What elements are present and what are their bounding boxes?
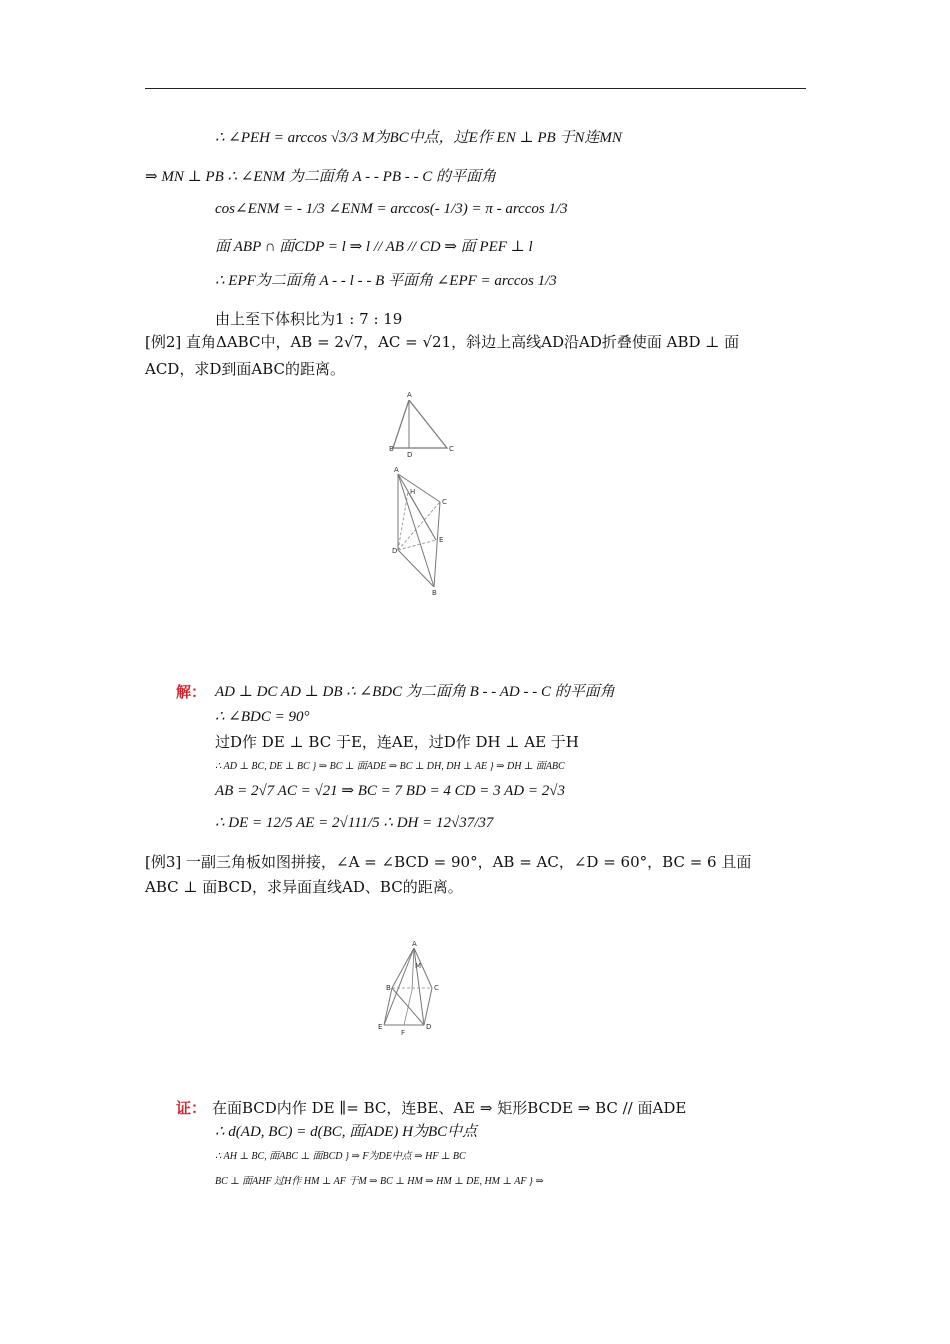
solution2-line4: ∴ AD ⊥ BC, DE ⊥ BC } ⇒ BC ⊥ 面ADE ⇒ BC ⊥ DH, DH ⊥ AE } ⇒ DH ⊥ 面ABC (215, 761, 565, 772)
fig3-label-e: E (378, 1023, 383, 1031)
fig2-label-h: H (410, 488, 416, 496)
proof3-line1: 在面BCD内作 DE ∥= BC，连BE、AE ⇒ 矩形BCDE ⇒ BC // 面ADE (212, 1099, 687, 1117)
solution2-line5: AB = 2√7 AC = √21 ⇒ BC = 7 BD = 4 CD = 3 AD = 2√3 (215, 783, 565, 799)
fig3-label-a: A (412, 940, 417, 948)
solution2-line1: AD ⊥ DC AD ⊥ DB ∴ ∠BDC 为二面角 B - - AD - - C 的平面角 (215, 684, 615, 700)
line-angle-epf: ∴ EPF为二面角 A - - l - - B 平面角 ∠EPF = arccos 1/3 (215, 273, 557, 289)
line-volume-ratio: 由上至下体积比为1 : 7 : 19 (215, 310, 403, 328)
header-rule (145, 88, 806, 89)
solution2-label: 解： (176, 683, 207, 701)
solution2-line3: 过D作 DE ⊥ BC 于E，连AE，过D作 DH ⊥ AE 于H (215, 733, 579, 751)
fig2-label-d: D (392, 547, 398, 555)
fig1-label-a: A (407, 391, 412, 399)
folded-tetrahedron-figure (388, 462, 458, 601)
solution2-line2: ∴ ∠BDC = 90° (215, 709, 310, 725)
fig3-label-f: F (401, 1029, 406, 1037)
fig3-label-c: C (434, 984, 439, 992)
solution2-line6: ∴ DE = 12/5 AE = 2√111/5 ∴ DH = 12√37/37 (215, 815, 494, 831)
example2-question: ACD，求D到面ABC的距离。 (145, 360, 345, 378)
triangle-figure (385, 388, 465, 462)
proof3-line3: ∴ AH ⊥ BC, 面ABC ⊥ 面BCD } ⇒ F为DE中点 ⇒ HF ⊥ BC (215, 1151, 466, 1162)
fig1-label-d: D (407, 451, 413, 458)
fig2-label-a: A (394, 466, 399, 474)
fig2-label-e: E (439, 536, 444, 544)
line-angle-peh: ∴ ∠PEH = arccos √3/3 M为BC中点，过E作 EN ⊥ PB 于N连MN (215, 130, 622, 146)
proof3-line4: BC ⊥ 面AHF 过H作 HM ⊥ AF 于M ⇒ BC ⊥ HM ⇒ HM ⊥ DE, HM ⊥ AF } ⇒ (215, 1176, 544, 1187)
fig3-label-d: D (426, 1023, 432, 1031)
fig2-label-b: B (432, 589, 437, 597)
example3-question: ABC ⊥ 面BCD，求异面直线AD、BC的距离。 (145, 878, 463, 896)
example2-statement: [例2] 直角ΔABC中，AB = 2√7，AC = √21，斜边上高线AD沿AD折叠使面 ABD ⊥ 面 (145, 333, 740, 351)
line-plane-intersection: 面 ABP ∩ 面CDP = l ⇒ l // AB // CD ⇒ 面 PEF ⊥ l (215, 239, 533, 255)
line-cos-enm: cos∠ENM = - 1/3 ∠ENM = arccos(- 1/3) = π - arccos 1/3 (215, 201, 568, 217)
fig1-label-c: C (449, 445, 454, 453)
proof3-line2: ∴ d(AD, BC) = d(BC, 面ADE) H为BC中点 (215, 1124, 478, 1140)
example3-statement: [例3] 一副三角板如图拼接，∠A = ∠BCD = 90°，AB = AC，∠D = 60°，BC = 6 且面 (145, 853, 752, 871)
fig3-label-m: M (415, 962, 422, 970)
fig1-label-b: B (389, 445, 394, 453)
line-mn-perp-pb: ⇒ MN ⊥ PB ∴ ∠ENM 为二面角 A - - PB - - C 的平面角 (145, 169, 496, 185)
fig3-label-b: B (386, 984, 391, 992)
triangle-plates-figure (374, 940, 449, 1044)
fig2-label-c: C (442, 498, 447, 506)
proof3-label: 证： (176, 1099, 207, 1117)
